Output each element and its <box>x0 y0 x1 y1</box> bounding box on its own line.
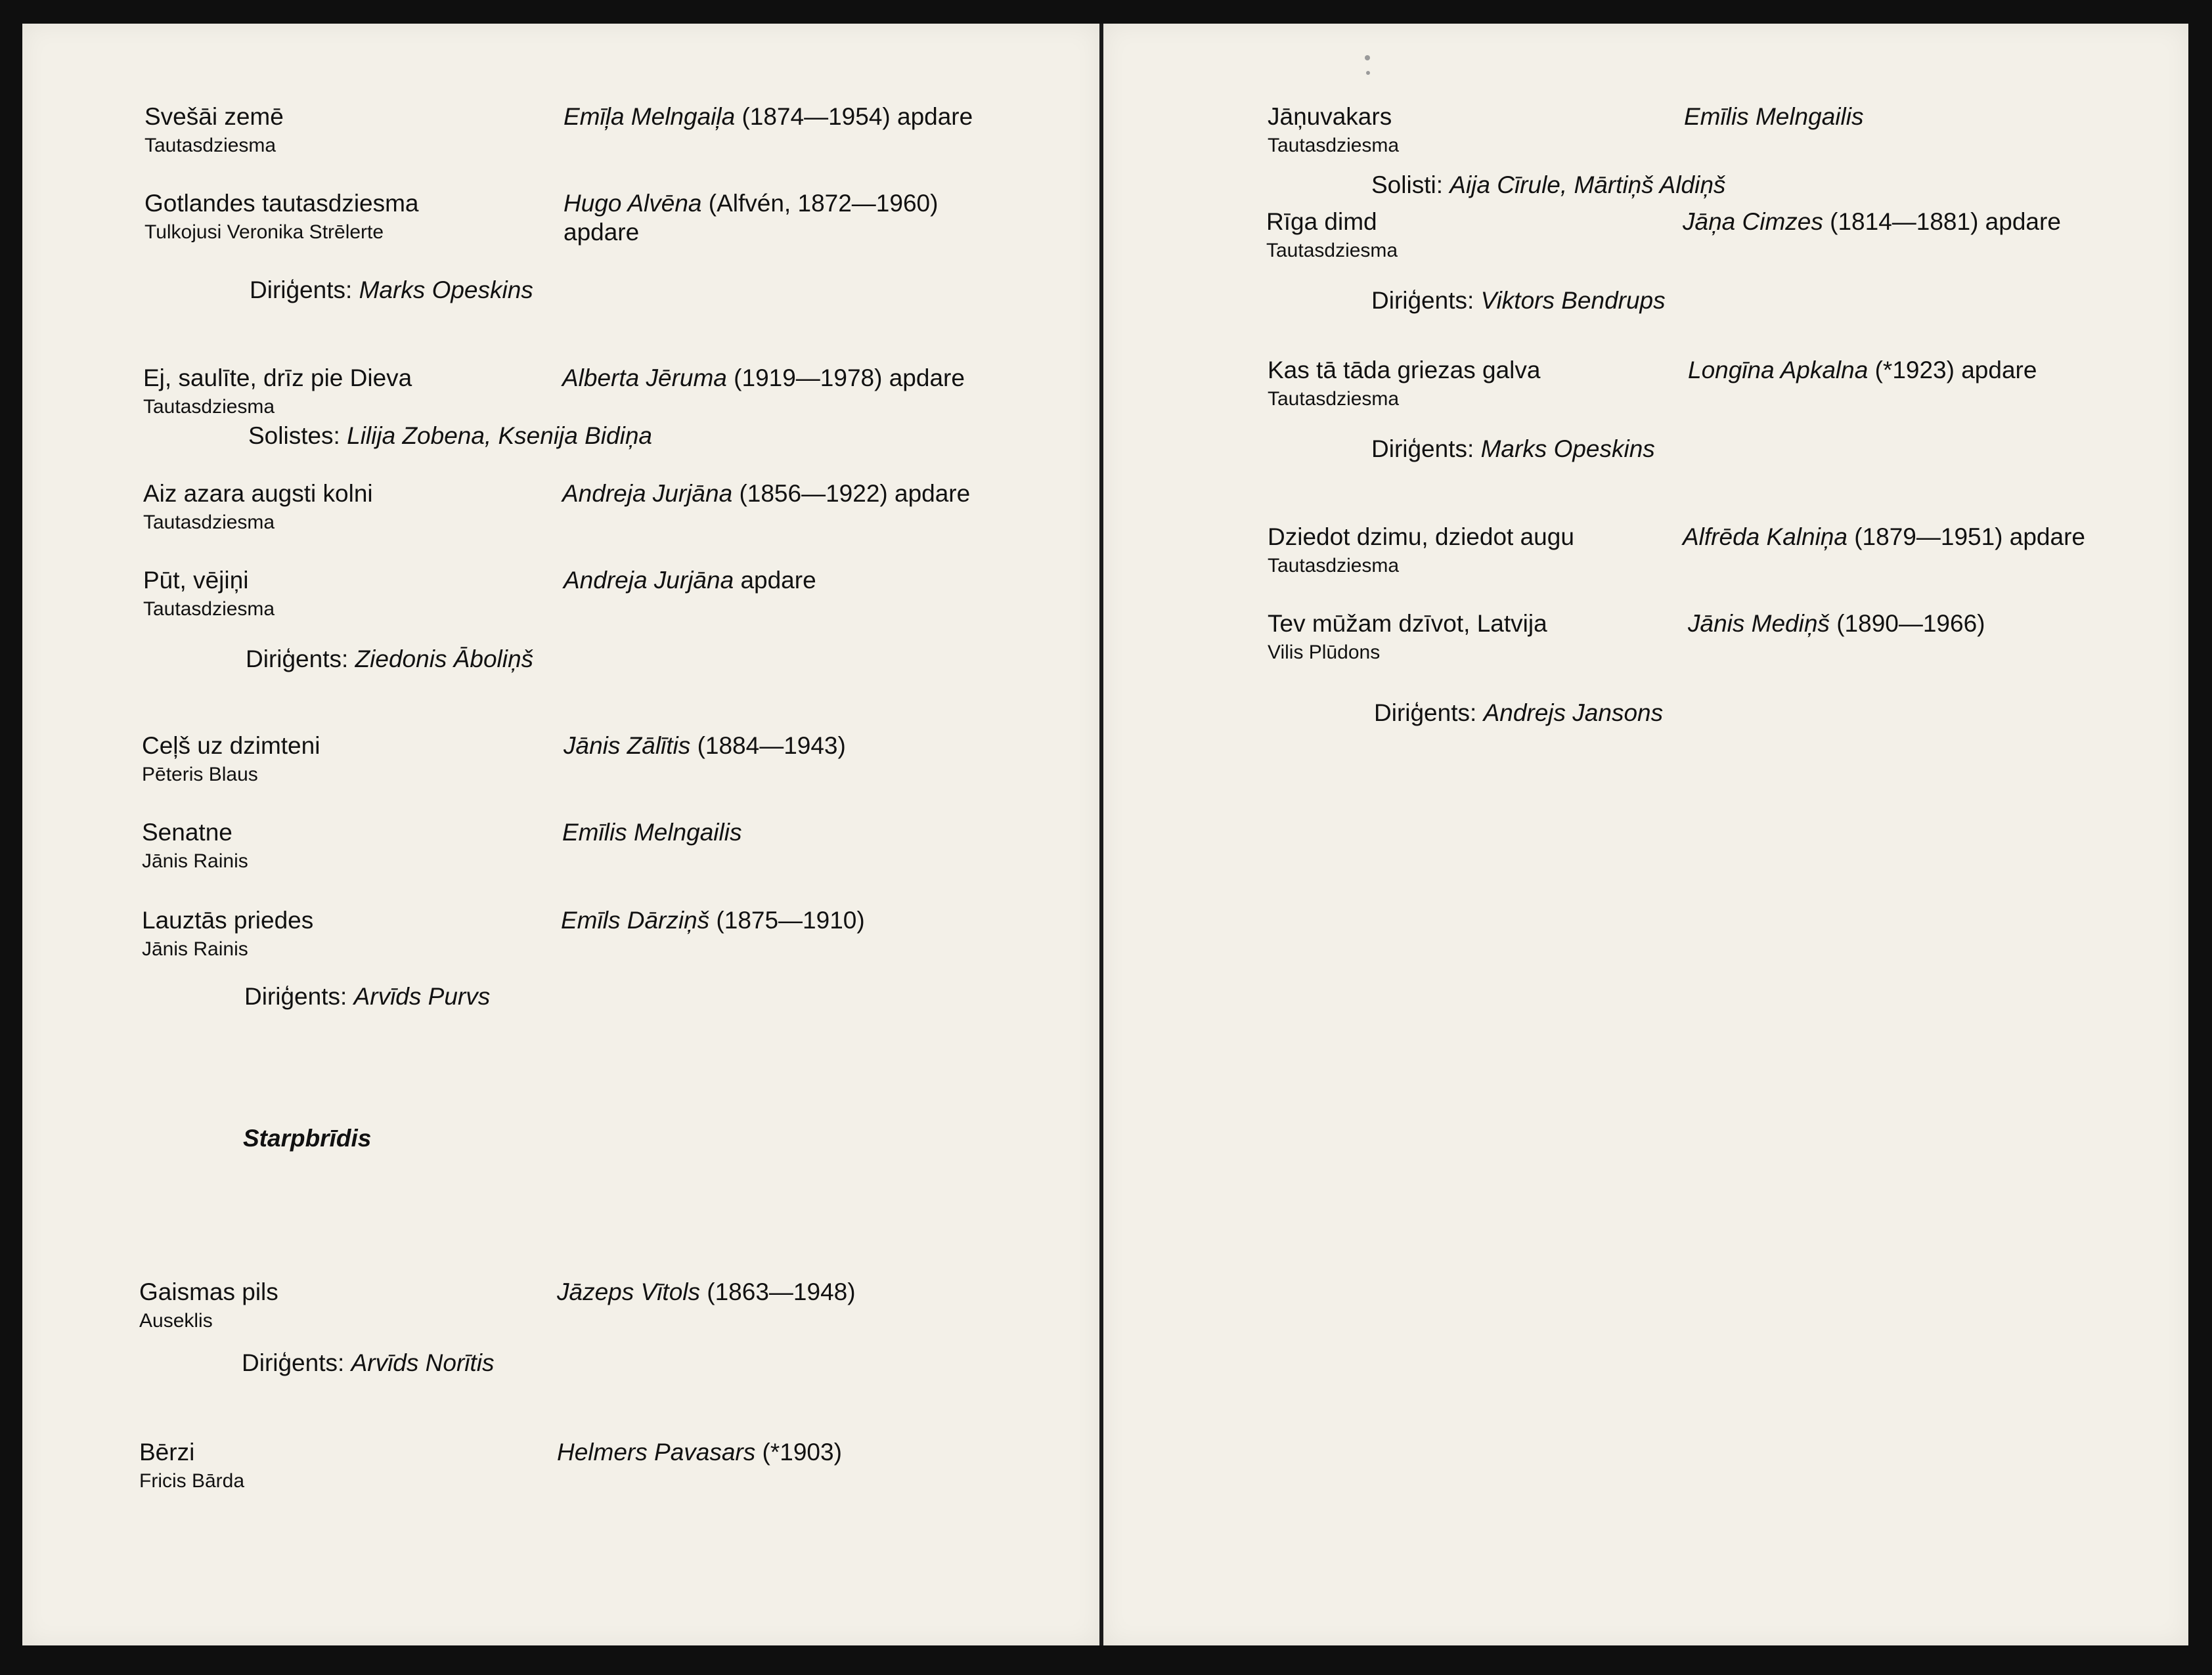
soloists-label: Solistes: <box>248 422 340 449</box>
credit-detail: (1890—1966) <box>1836 610 1985 637</box>
song-title: Ceļš uz dzimteni <box>142 732 321 759</box>
credit-detail: (1919—1978) apdare <box>734 364 965 391</box>
song-author: Auseklis <box>139 1310 213 1332</box>
song-title: Svešāi zemē <box>144 103 284 130</box>
conductor-line <box>1371 286 1666 315</box>
composer-name: Alberta Jēruma <box>562 364 727 391</box>
intermission-label: Starpbrīdis <box>243 1125 372 1152</box>
song-credit <box>564 189 984 247</box>
song-credit <box>1684 102 1863 131</box>
song-author: Tautasdziesma <box>1266 240 1398 261</box>
song-credit <box>562 479 970 508</box>
credit-detail: (1874—1954) apdare <box>741 103 973 130</box>
paper-speck <box>1366 71 1370 75</box>
song-author: Jānis Rainis <box>142 938 248 960</box>
song-author: Tautasdziesma <box>143 511 275 533</box>
song-title: Ej, saulīte, drīz pie Dieva <box>143 364 412 391</box>
song-title: Tev mūžam dzīvot, Latvija <box>1268 610 1547 637</box>
song-credit <box>1688 356 2037 385</box>
song-title: Gotlandes tautasdziesma <box>144 190 419 217</box>
song-title: Rīga dimd <box>1266 208 1377 235</box>
song-credit <box>562 818 741 847</box>
composer-name: Emīls Dārziņš <box>561 907 710 934</box>
composer-name: Andreja Jurjāna <box>562 480 733 507</box>
composer-name: Emīlis Melngailis <box>562 819 742 846</box>
conductor-line <box>246 645 533 674</box>
song-author: Tautasdziesma <box>1268 388 1400 410</box>
soloists-line <box>248 422 652 450</box>
song-credit <box>557 1278 856 1307</box>
credit-detail: (*1923) apdare <box>1874 357 2037 383</box>
composer-name: Jānis Mediņš <box>1688 610 1830 637</box>
conductor-name: Marks Opeskins <box>1480 435 1655 462</box>
composer-name: Jāzeps Vītols <box>557 1278 700 1305</box>
credit-detail: (1856—1922) apdare <box>739 480 971 507</box>
song-author: Vilis Plūdons <box>1268 642 1381 663</box>
soloists-line <box>1371 171 1725 200</box>
composer-name: Emīlis Melngailis <box>1684 103 1864 130</box>
song-credit <box>564 566 816 595</box>
right-page <box>1103 24 2188 1645</box>
conductor-line <box>242 1349 494 1378</box>
composer-name: Helmers Pavasars <box>557 1439 756 1466</box>
soloists-names: Aija Cīrule, Mārtiņš Aldiņš <box>1449 171 1726 198</box>
song-title: Lauztās priedes <box>142 907 314 934</box>
soloists-names: Lilija Zobena, Ksenija Bidiņa <box>347 422 652 449</box>
credit-detail: (1814—1881) apdare <box>1830 208 2061 235</box>
credit-detail: apdare <box>740 567 816 594</box>
song-title: Jāņuvakars <box>1268 103 1392 130</box>
left-page <box>22 24 1099 1645</box>
composer-name: Emīļa Melngaiļa <box>564 103 736 130</box>
credit-detail: (Alfvén, 1872—1960) apdare <box>564 190 939 246</box>
conductor-label: Diriģents: <box>1371 435 1474 462</box>
song-title: Dziedot dzimu, dziedot augu <box>1268 523 1574 550</box>
conductor-label: Diriģents: <box>1371 287 1474 314</box>
song-credit <box>564 731 846 760</box>
conductor-name: Arvīds Purvs <box>353 983 491 1010</box>
credit-detail: (1863—1948) <box>707 1278 856 1305</box>
song-author: Tautasdziesma <box>143 598 275 620</box>
song-author: Tulkojusi Veronika Strēlerte <box>144 221 384 243</box>
soloists-label: Solisti: <box>1371 171 1443 198</box>
composer-name: Longīna Apkalna <box>1688 357 1869 383</box>
composer-name: Jānis Zālītis <box>564 732 691 759</box>
conductor-line <box>244 982 490 1011</box>
song-author: Tautasdziesma <box>1268 135 1400 156</box>
song-author: Jānis Rainis <box>142 850 248 872</box>
conductor-name: Ziedonis Āboliņš <box>355 645 534 672</box>
conductor-line <box>250 276 533 305</box>
song-title: Pūt, vējiņi <box>143 567 249 594</box>
song-credit <box>564 102 973 131</box>
credit-detail: (1879—1951) apdare <box>1854 523 2085 550</box>
song-title: Senatne <box>142 819 232 846</box>
conductor-label: Diriģents: <box>1374 699 1477 726</box>
song-credit <box>1683 207 2061 236</box>
song-author: Tautasdziesma <box>1268 555 1400 576</box>
credit-detail: (1884—1943) <box>697 732 846 759</box>
conductor-line <box>1374 699 1663 728</box>
song-title: Gaismas pils <box>139 1278 278 1305</box>
paper-speck <box>1365 55 1370 60</box>
credit-detail: (*1903) <box>762 1439 842 1466</box>
conductor-label: Diriģents: <box>246 645 349 672</box>
song-author: Fricis Bārda <box>139 1470 245 1492</box>
conductor-label: Diriģents: <box>244 983 347 1010</box>
conductor-name: Viktors Bendrups <box>1480 287 1666 314</box>
composer-name: Jāņa Cimzes <box>1683 208 1823 235</box>
conductor-name: Marks Opeskins <box>359 276 533 303</box>
song-credit <box>1683 523 2085 552</box>
song-title: Kas tā tāda griezas galva <box>1268 357 1541 383</box>
song-title: Aiz azara augsti kolni <box>143 480 373 507</box>
conductor-line <box>1371 435 1655 464</box>
composer-name: Andreja Jurjāna <box>564 567 734 594</box>
song-title: Bērzi <box>139 1439 195 1466</box>
conductor-label: Diriģents: <box>250 276 353 303</box>
song-author: Pēteris Blaus <box>142 764 258 785</box>
conductor-label: Diriģents: <box>242 1349 345 1376</box>
song-credit <box>557 1438 842 1467</box>
composer-name: Hugo Alvēna <box>564 190 702 217</box>
song-author: Tautasdziesma <box>143 396 275 418</box>
song-credit <box>1688 609 1985 638</box>
song-author: Tautasdziesma <box>144 135 276 156</box>
conductor-name: Andrejs Jansons <box>1483 699 1664 726</box>
song-credit <box>561 906 865 935</box>
composer-name: Alfrēda Kalniņa <box>1683 523 1847 550</box>
conductor-name: Arvīds Norītis <box>351 1349 495 1376</box>
credit-detail: (1875—1910) <box>716 907 865 934</box>
song-credit <box>562 364 965 393</box>
